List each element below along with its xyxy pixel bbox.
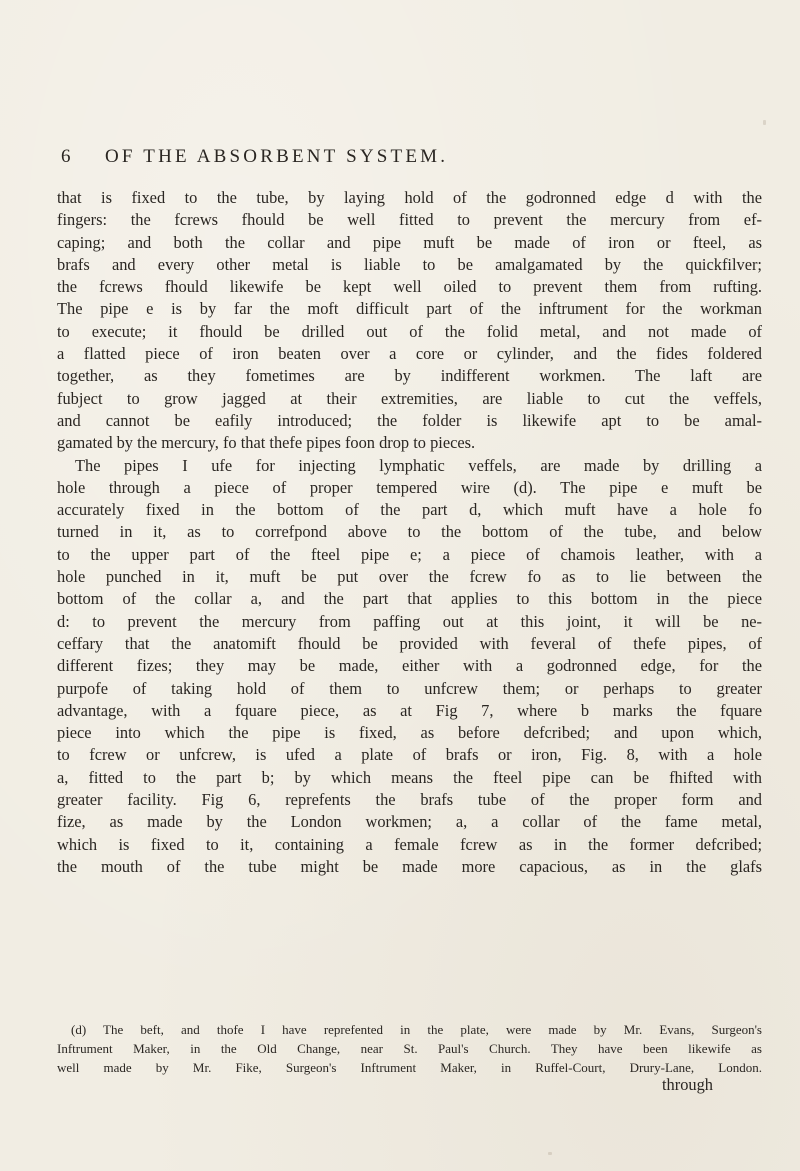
text-line: and cannot be eafily introduced; the folder is likewife apt to be amal- — [57, 410, 762, 430]
running-head: OF THE ABSORBENT SYSTEM. — [105, 146, 449, 167]
text-line: that is fixed to the tube, by laying hold of the godronned edge d with the — [57, 188, 762, 207]
text-line: bottom of the collar a, and the part that applies to this bottom in the piece — [57, 589, 762, 609]
footnote-line: well made by Mr. Fike, Surgeon's Inftrument Maker, in Ruffel-Court, Drury-Lane, London. — [57, 1060, 762, 1075]
text-line: turned in it, as to correfpond above to the bottom of the tube, and below — [57, 522, 762, 542]
paper-blemish — [548, 1152, 552, 1155]
text-line: fubject to grow jagged at their extremities, are liable to cut the veffels, — [57, 388, 762, 408]
text-line: the mouth of the tube might be made more capacious, as in the glafs — [57, 856, 762, 876]
text-line: different fizes; they may be made, either with a godronned edge, for the — [57, 656, 762, 676]
text-line: which is fixed to it, containing a female fcrew as in the former defcribed; — [57, 834, 762, 854]
text-line: brafs and every other metal is liable to be amalgamated by the quickfilver; — [57, 254, 762, 274]
text-line: a flatted piece of iron beaten over a core or cylinder, and the fides foldered — [57, 344, 762, 364]
text-line: piece into which the pipe is fixed, as before defcribed; and upon which, — [57, 723, 762, 743]
text-line: d: to prevent the mercury from paffing out at this joint, it will be ne- — [57, 611, 762, 631]
footnote-line: Inftrument Maker, in the Old Change, near St. Paul's Church. They have been likewife as — [57, 1041, 762, 1056]
text-line: greater facility. Fig 6, reprefents the brafs tube of the proper form and — [57, 790, 762, 810]
text-line: to the upper part of the fteel pipe e; a piece of chamois leather, with a — [57, 544, 762, 564]
body-text — [57, 187, 762, 878]
text-line: the fcrews fhould likewife be kept well oiled to prevent them from rufting. — [57, 277, 762, 297]
text-line: fingers: the fcrews fhould be well fitted to prevent the mercury from ef- — [57, 210, 762, 230]
text-line: together, as they fometimes are by indifferent workmen. The laft are — [57, 366, 762, 386]
paper-blemish — [763, 120, 766, 125]
text-line: fize, as made by the London workmen; a, a collar of the fame metal, — [57, 812, 762, 832]
text-line: to fcrew or unfcrew, is ufed a plate of brafs or iron, Fig. 8, with a hole — [57, 745, 762, 765]
text-line: purpofe of taking hold of them to unfcrew them; or perhaps to greater — [57, 678, 762, 698]
footnote — [57, 1020, 762, 1077]
catchword: through — [662, 1075, 713, 1094]
text-line: accurately fixed in the bottom of the part d, which muft have a hole fo — [57, 500, 762, 520]
text-line: hole punched in it, muft be put over the fcrew fo as to lie between the — [57, 567, 762, 587]
text-line: caping; and both the collar and pipe muft be made of iron or fteel, as — [57, 232, 762, 252]
text-line: ceffary that the anatomift fhould be provided with feveral of thefe pipes, of — [57, 633, 762, 653]
text-line: gamated by the mercury, fo that thefe pipes foon drop to pieces. — [57, 433, 476, 453]
page-number: 6 — [61, 146, 72, 167]
text-line: hole through a piece of proper tempered wire (d). The pipe e muft be — [57, 477, 762, 497]
text-line: The pipe e is by far the moft difficult part of the inftrument for the workman — [57, 299, 762, 319]
footnote-line: (d) The beft, and thofe I have reprefented in the plate, were made by Mr. Evans, Surgeon's — [71, 1022, 762, 1037]
page-header — [61, 146, 761, 176]
text-line: The pipes I ufe for injecting lymphatic veffels, are made by drilling a — [75, 455, 762, 475]
text-line: a, fitted to the part b; by which means the fteel pipe can be fhifted with — [57, 767, 762, 787]
text-line: to execute; it fhould be drilled out of the folid metal, and not made of — [57, 321, 762, 341]
text-line: advantage, with a fquare piece, as at Fig 7, where b marks the fquare — [57, 700, 762, 720]
